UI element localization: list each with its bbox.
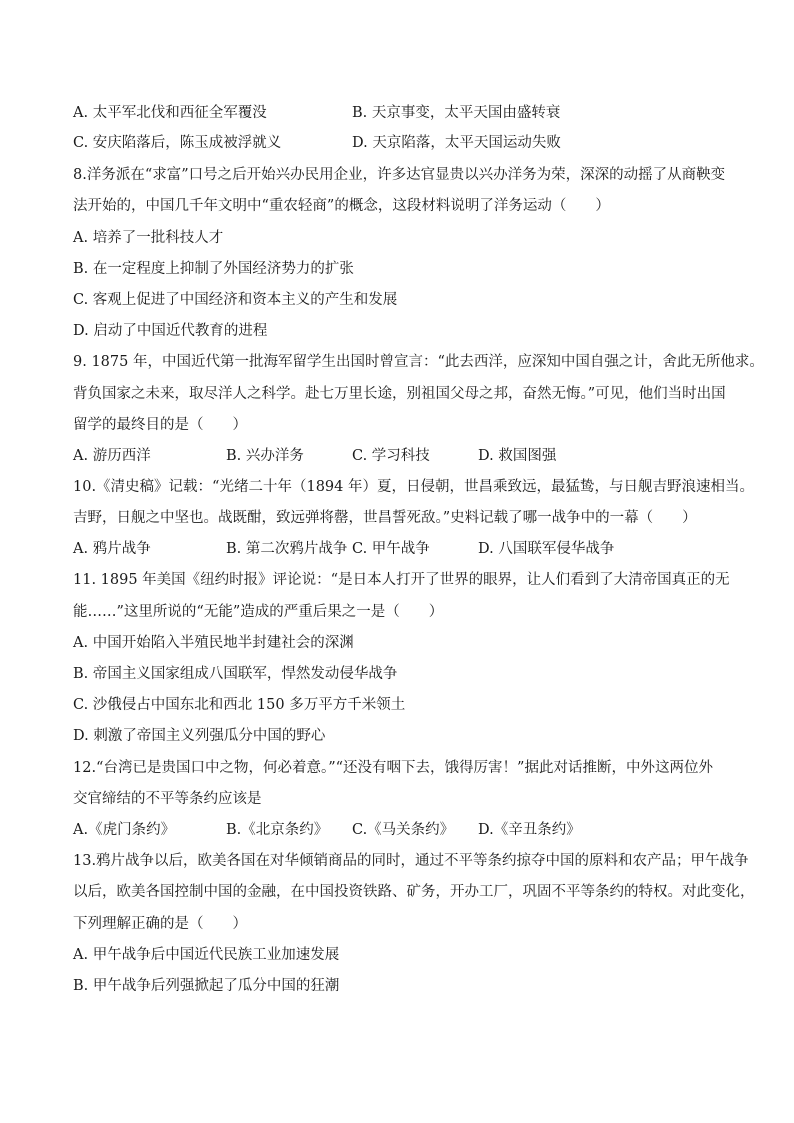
- q13-stem-line-1: 13.鸦片战争以后，欧美各国在对华倾销商品的同时，通过不平等条约掠夺中国的原料和农产品；甲午战争: [73, 853, 749, 869]
- q10-option-c: C. 甲午战争: [352, 541, 430, 557]
- q13-stem-line-2: 以后，欧美各国控制中国的金融，在中国投资铁路、矿务，开办工厂，巩固不平等条约的特权。对此变化，: [73, 884, 755, 900]
- q9-stem-line-1: 9. 1875 年，中国近代第一批海军留学生出国时曾宣言：“此去西洋，应深知中国自强之计，舍此无所他求。: [73, 354, 764, 370]
- q9-option-c: C. 学习科技: [352, 448, 430, 464]
- q12-option-d: D.《辛丑条约》: [478, 822, 581, 838]
- q11-stem-line-2: 能……”这里所说的“无能”造成的严重后果之一是（ ）: [73, 604, 444, 620]
- q13-stem-line-3: 下列理解正确的是（ ）: [73, 916, 247, 932]
- q13-option-b: B. 甲午战争后列强掀起了瓜分中国的狂潮: [73, 978, 340, 994]
- q10-option-d: D. 八国联军侵华战争: [478, 541, 615, 557]
- q9-stem-line-2: 背负国家之未来，取尽洋人之科学。赴七万里长途，别祖国父母之邦，奋然无悔。”可见，他们当时出国: [73, 386, 726, 402]
- q11-option-c: C. 沙俄侵占中国东北和西北 150 多万平方千米领土: [73, 697, 406, 713]
- q7-option-b: B. 天京事变，太平天国由盛转衰: [352, 105, 561, 121]
- q9-option-b: B. 兴办洋务: [226, 448, 304, 464]
- q7-option-c: C. 安庆陷落后，陈玉成被浮就义: [73, 135, 282, 151]
- q12-option-b: B.《北京条约》: [226, 822, 329, 838]
- q12-stem-line-2: 交官缔结的不平等条约应该是: [73, 791, 262, 807]
- q7-option-d: D. 天京陷落，太平天国运动失败: [352, 135, 561, 151]
- q12-option-a: A.《虎门条约》: [73, 822, 176, 838]
- q8-option-b: B. 在一定程度上抑制了外国经济势力的扩张: [73, 261, 354, 277]
- q9-option-a: A. 游历西洋: [73, 448, 151, 464]
- q10-stem-line-1: 10.《清史稿》记载：“光绪二十年（1894 年）夏，日侵朝，世昌乘致远，最猛鸷，与日舰吉野浪速相当。: [73, 479, 754, 495]
- q9-option-d: D. 救国图强: [478, 448, 557, 464]
- q7-option-a: A. 太平军北伐和西征全军覆没: [73, 105, 267, 121]
- q11-option-b: B. 帝国主义国家组成八国联军，悍然发动侵华战争: [73, 666, 398, 682]
- q10-option-a: A. 鸦片战争: [73, 541, 151, 557]
- q11-option-a: A. 中国开始陷入半殖民地半封建社会的深渊: [73, 635, 354, 651]
- q11-stem-line-1: 11. 1895 年美国《纽约时报》评论说：“是日本人打开了世界的眼界，让人们看到了大清帝国真正的无: [73, 572, 730, 588]
- q12-option-c: C.《马关条约》: [352, 822, 455, 838]
- q12-stem-line-1: 12.“台湾已是贵国口中之物，何必着意。”“还没有咽下去，饿得厉害！”据此对话推断，中外这两位外: [73, 760, 713, 776]
- q9-stem-line-3: 留学的最终目的是（ ）: [73, 417, 247, 433]
- q11-option-d: D. 刺激了帝国主义列强瓜分中国的野心: [73, 728, 326, 744]
- q8-stem-line-1: 8.洋务派在“求富”口号之后开始兴办民用企业，许多达官显贵以兴办洋务为荣，深深的动摇了从商鞅变: [73, 167, 726, 183]
- q10-stem-line-2: 吉野，日舰之中坚也。战既酣，致远弹将罄，世昌誓死敌。”史料记载了哪一战争中的一幕（ ）: [73, 510, 697, 526]
- q8-option-c: C. 客观上促进了中国经济和资本主义的产生和发展: [73, 292, 398, 308]
- q8-stem-line-2: 法开始的，中国几千年文明中“重农轻商”的概念，这段材料说明了洋务运动（ ）: [73, 198, 610, 214]
- q13-option-a: A. 甲午战争后中国近代民族工业加速发展: [73, 947, 340, 963]
- q10-option-b: B. 第二次鸦片战争: [226, 541, 348, 557]
- q8-option-d: D. 启动了中国近代教育的进程: [73, 323, 268, 339]
- q8-option-a: A. 培养了一批科技人才: [73, 230, 224, 246]
